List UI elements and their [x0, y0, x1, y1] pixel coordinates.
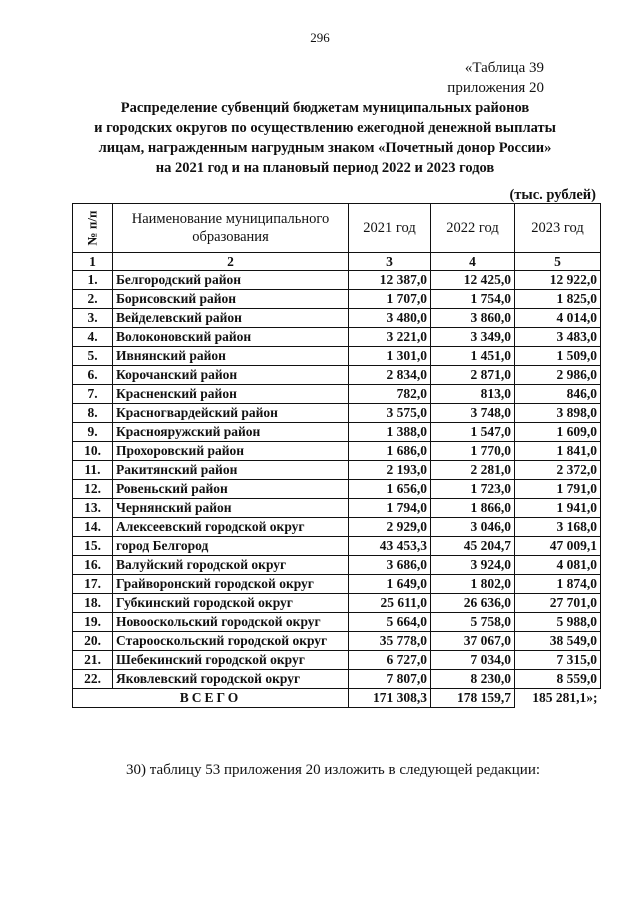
municipality-name: Ивнянский район: [113, 347, 349, 366]
column-number: 4: [431, 253, 515, 271]
row-number: 2.: [73, 290, 113, 309]
value-2022: 3 046,0: [431, 518, 515, 537]
column-number: 1: [73, 253, 113, 271]
row-number: 20.: [73, 632, 113, 651]
table-row: [73, 594, 601, 613]
value-2023: 4 014,0: [515, 309, 601, 328]
row-number: 10.: [73, 442, 113, 461]
value-2021: 12 387,0: [349, 271, 431, 290]
caption-line: приложения 20: [447, 80, 544, 96]
value-2023: 1 941,0: [515, 499, 601, 518]
subsidy-table: [72, 203, 601, 708]
value-2023: 3 483,0: [515, 328, 601, 347]
municipality-name: город Белгород: [113, 537, 349, 556]
row-number: 16.: [73, 556, 113, 575]
value-2023: 5 988,0: [515, 613, 601, 632]
table-row: [73, 670, 601, 689]
table-row: [73, 632, 601, 651]
total-row: [73, 689, 601, 708]
value-2023: 2 986,0: [515, 366, 601, 385]
table-row: [73, 271, 601, 290]
page-number: 296: [310, 30, 330, 45]
value-2022: 3 924,0: [431, 556, 515, 575]
value-2023: 8 559,0: [515, 670, 601, 689]
table-row: [73, 499, 601, 518]
value-2023: 3 898,0: [515, 404, 601, 423]
value-2023: 7 315,0: [515, 651, 601, 670]
value-2021: 35 778,0: [349, 632, 431, 651]
table-row: [73, 556, 601, 575]
municipality-name: Борисовский район: [113, 290, 349, 309]
table-header-row: [73, 204, 601, 253]
value-2023: 846,0: [515, 385, 601, 404]
value-2022: 3 860,0: [431, 309, 515, 328]
value-2022: 8 230,0: [431, 670, 515, 689]
unit-label: (тыс. рублей): [509, 187, 596, 203]
value-2022: 1 723,0: [431, 480, 515, 499]
header-name: Наименование муниципального образования: [113, 204, 349, 253]
table-caption: [447, 58, 544, 98]
table-row: [73, 423, 601, 442]
municipality-name: Красненский район: [113, 385, 349, 404]
table-row: [73, 442, 601, 461]
total-label: ВСЕГО: [73, 689, 349, 708]
municipality-name: Грайворонский городской округ: [113, 575, 349, 594]
column-number: 2: [113, 253, 349, 271]
value-2021: 1 707,0: [349, 290, 431, 309]
municipality-name: Волоконовский район: [113, 328, 349, 347]
header-2022: 2022 год: [431, 204, 515, 253]
table-row: [73, 651, 601, 670]
row-number: 7.: [73, 385, 113, 404]
table-row: [73, 385, 601, 404]
value-2022: 3 349,0: [431, 328, 515, 347]
value-2022: 2 871,0: [431, 366, 515, 385]
value-2023: 38 549,0: [515, 632, 601, 651]
table-row: [73, 461, 601, 480]
row-number: 14.: [73, 518, 113, 537]
row-number: 17.: [73, 575, 113, 594]
total-2021: 171 308,3: [349, 689, 431, 708]
value-2022: 12 425,0: [431, 271, 515, 290]
column-number-row: [73, 253, 601, 271]
value-2021: 3 221,0: [349, 328, 431, 347]
municipality-name: Старооскольский городской округ: [113, 632, 349, 651]
value-2022: 1 770,0: [431, 442, 515, 461]
value-2023: 12 922,0: [515, 271, 601, 290]
row-number: 11.: [73, 461, 113, 480]
value-2021: 25 611,0: [349, 594, 431, 613]
row-number: 3.: [73, 309, 113, 328]
header-number: № п/п: [73, 204, 113, 253]
header-2021: 2021 год: [349, 204, 431, 253]
table-body: [73, 271, 601, 689]
municipality-name: Яковлевский городской округ: [113, 670, 349, 689]
footnote-text: 30) таблицу 53 приложения 20 изложить в следующей редакции:: [126, 762, 541, 778]
table-row: [73, 518, 601, 537]
row-number: 12.: [73, 480, 113, 499]
value-2021: 1 649,0: [349, 575, 431, 594]
value-2021: 1 656,0: [349, 480, 431, 499]
table-heading: [60, 98, 590, 178]
value-2021: 7 807,0: [349, 670, 431, 689]
value-2021: 1 301,0: [349, 347, 431, 366]
header-2023: 2023 год: [515, 204, 601, 253]
value-2023: 1 841,0: [515, 442, 601, 461]
table-row: [73, 366, 601, 385]
value-2021: 43 453,3: [349, 537, 431, 556]
column-number: 5: [515, 253, 601, 271]
value-2023: 1 791,0: [515, 480, 601, 499]
table-row: [73, 537, 601, 556]
value-2021: 3 480,0: [349, 309, 431, 328]
table-row: [73, 290, 601, 309]
value-2021: 2 929,0: [349, 518, 431, 537]
value-2022: 1 802,0: [431, 575, 515, 594]
value-2023: 1 825,0: [515, 290, 601, 309]
municipality-name: Алексеевский городской округ: [113, 518, 349, 537]
value-2023: 1 509,0: [515, 347, 601, 366]
row-number: 18.: [73, 594, 113, 613]
table-row: [73, 480, 601, 499]
value-2022: 3 748,0: [431, 404, 515, 423]
heading-line: Распределение субвенций бюджетам муниципальных районов: [120, 100, 530, 116]
municipality-name: Валуйский городской округ: [113, 556, 349, 575]
table-row: [73, 328, 601, 347]
municipality-name: Вейделевский район: [113, 309, 349, 328]
value-2021: 1 794,0: [349, 499, 431, 518]
value-2023: 1 874,0: [515, 575, 601, 594]
caption-line: «Таблица 39: [464, 60, 544, 76]
column-number: 3: [349, 253, 431, 271]
municipality-name: Краснояружский район: [113, 423, 349, 442]
value-2021: 2 834,0: [349, 366, 431, 385]
value-2021: 3 686,0: [349, 556, 431, 575]
row-number: 9.: [73, 423, 113, 442]
row-number: 4.: [73, 328, 113, 347]
value-2021: 2 193,0: [349, 461, 431, 480]
municipality-name: Прохоровский район: [113, 442, 349, 461]
row-number: 22.: [73, 670, 113, 689]
value-2023: 47 009,1: [515, 537, 601, 556]
total-2023: 185 281,1»;: [515, 689, 601, 708]
row-number: 13.: [73, 499, 113, 518]
value-2022: 1 866,0: [431, 499, 515, 518]
value-2022: 7 034,0: [431, 651, 515, 670]
municipality-name: Красногвардейский район: [113, 404, 349, 423]
value-2021: 782,0: [349, 385, 431, 404]
municipality-name: Корочанский район: [113, 366, 349, 385]
value-2023: 27 701,0: [515, 594, 601, 613]
row-number: 15.: [73, 537, 113, 556]
row-number: 1.: [73, 271, 113, 290]
table-row: [73, 404, 601, 423]
value-2022: 2 281,0: [431, 461, 515, 480]
value-2022: 1 754,0: [431, 290, 515, 309]
municipality-name: Белгородский район: [113, 271, 349, 290]
table-row: [73, 613, 601, 632]
value-2023: 1 609,0: [515, 423, 601, 442]
table-row: [73, 309, 601, 328]
row-number: 19.: [73, 613, 113, 632]
heading-line: и городских округов по осуществлению ежегодной денежной выплаты: [94, 120, 556, 136]
heading-line: лицам, награжденным нагрудным знаком «Почетный донор России»: [98, 140, 552, 156]
row-number: 5.: [73, 347, 113, 366]
value-2023: 4 081,0: [515, 556, 601, 575]
value-2021: 1 686,0: [349, 442, 431, 461]
municipality-name: Новооскольский городской округ: [113, 613, 349, 632]
value-2022: 26 636,0: [431, 594, 515, 613]
table-row: [73, 347, 601, 366]
value-2021: 3 575,0: [349, 404, 431, 423]
heading-line: на 2021 год и на плановый период 2022 и 2023 годов: [155, 160, 495, 176]
value-2022: 1 451,0: [431, 347, 515, 366]
municipality-name: Ровеньский район: [113, 480, 349, 499]
value-2022: 45 204,7: [431, 537, 515, 556]
municipality-name: Губкинский городской округ: [113, 594, 349, 613]
value-2023: 3 168,0: [515, 518, 601, 537]
value-2022: 37 067,0: [431, 632, 515, 651]
municipality-name: Шебекинский городской округ: [113, 651, 349, 670]
value-2022: 1 547,0: [431, 423, 515, 442]
table-row: [73, 575, 601, 594]
value-2023: 2 372,0: [515, 461, 601, 480]
value-2021: 1 388,0: [349, 423, 431, 442]
row-number: 8.: [73, 404, 113, 423]
row-number: 21.: [73, 651, 113, 670]
value-2022: 813,0: [431, 385, 515, 404]
total-2022: 178 159,7: [431, 689, 515, 708]
value-2021: 5 664,0: [349, 613, 431, 632]
value-2022: 5 758,0: [431, 613, 515, 632]
municipality-name: Чернянский район: [113, 499, 349, 518]
row-number: 6.: [73, 366, 113, 385]
value-2021: 6 727,0: [349, 651, 431, 670]
municipality-name: Ракитянский район: [113, 461, 349, 480]
